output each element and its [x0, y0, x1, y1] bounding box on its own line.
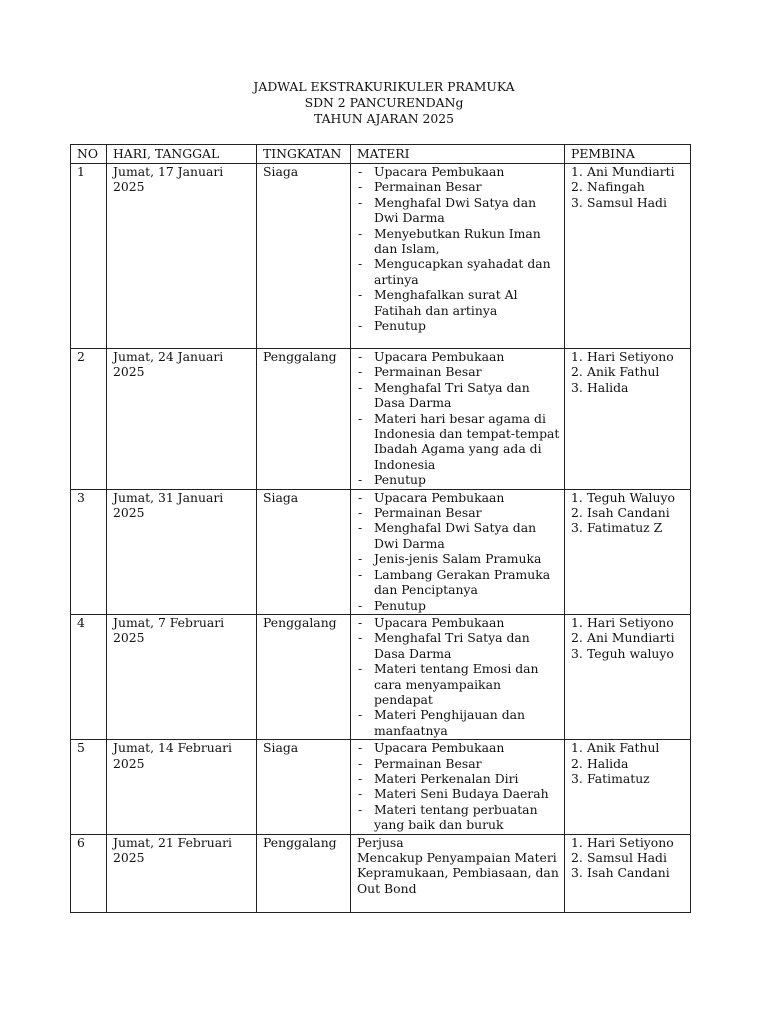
schedule-table — [70, 144, 691, 913]
coach-item: Hari Setiyono — [587, 614, 674, 630]
column-header-no: NO — [71, 145, 107, 164]
row-materials — [351, 349, 565, 490]
row-materials — [351, 614, 565, 739]
row-level: Siaga — [257, 489, 351, 614]
material-item: - Permainan Besar — [357, 505, 560, 520]
document-header — [0, 79, 768, 127]
row-coaches — [565, 349, 691, 490]
coach-item: Samsul Hadi — [587, 194, 667, 210]
material-item: - Menghafalkan surat Al Fatihah dan artinya — [357, 287, 560, 318]
material-text: Perjusa — [357, 834, 404, 850]
row-date: Jumat, 7 Februari 2025 — [107, 614, 257, 739]
row-number: 5 — [71, 740, 107, 834]
column-header-date: HARI, TANGGAL — [107, 145, 257, 164]
material-item: - Upacara Pembukaan — [357, 349, 560, 364]
row-coaches — [565, 489, 691, 614]
row-coaches — [565, 164, 691, 349]
row-materials — [351, 834, 565, 912]
material-item: - Menghafal Dwi Satya dan Dwi Darma — [357, 520, 560, 551]
table-row — [71, 349, 691, 490]
row-materials — [351, 740, 565, 834]
material-item: - Jenis-jenis Salam Pramuka — [357, 551, 560, 566]
row-materials — [351, 489, 565, 614]
row-level: Penggalang — [257, 614, 351, 739]
row-date: Jumat, 17 Januari 2025 — [107, 164, 257, 349]
material-text: Mencakup Penyampaian Materi Kepramukaan, Pembiasaan, dan Out Bond — [357, 850, 559, 896]
material-item: - Penutup — [357, 598, 560, 613]
coach-item: Nafingah — [587, 179, 645, 195]
row-number: 4 — [71, 614, 107, 739]
material-item: - Permainan Besar — [357, 179, 560, 194]
row-coaches — [565, 834, 691, 912]
table-row — [71, 834, 691, 912]
coach-item: Isah Candani — [587, 505, 670, 521]
row-level: Siaga — [257, 164, 351, 349]
column-header-material: MATERI — [351, 145, 565, 164]
material-item: - Materi Perkenalan Diri — [357, 771, 560, 786]
row-number: 1 — [71, 164, 107, 349]
coach-item: Samsul Hadi — [587, 850, 667, 865]
row-date: Jumat, 24 Januari 2025 — [107, 349, 257, 490]
row-date: Jumat, 21 Februari 2025 — [107, 834, 257, 912]
coach-item: Halida — [587, 755, 629, 771]
row-date: Jumat, 31 Januari 2025 — [107, 489, 257, 614]
table-row — [71, 489, 691, 614]
coach-item: Ani Mundiarti — [587, 630, 675, 646]
coach-item: Ani Mundiarti — [587, 164, 675, 179]
row-materials — [351, 164, 565, 349]
material-item: - Permainan Besar — [357, 364, 560, 379]
academic-year: TAHUN AJARAN 2025 — [313, 111, 455, 126]
row-coaches — [565, 614, 691, 739]
material-item: - Materi tentang perbuatan yang baik dan buruk — [357, 802, 560, 833]
row-level: Penggalang — [257, 349, 351, 490]
coach-item: Hari Setiyono — [587, 834, 674, 850]
material-item: - Menghafal Tri Satya dan Dasa Darma — [357, 630, 560, 661]
material-item: - Materi Seni Budaya Daerah — [357, 786, 560, 801]
coach-item: Teguh Waluyo — [587, 489, 675, 505]
row-number: 6 — [71, 834, 107, 912]
material-item: - Materi hari besar agama di Indonesia dan tempat-tempat Ibadah Agama yang ada di Indonesia — [357, 411, 560, 473]
document-title: JADWAL EKSTRAKURIKULER PRAMUKA — [253, 79, 515, 94]
material-item: - Menyebutkan Rukun Iman dan Islam, — [357, 226, 560, 257]
material-item: - Menghafal Dwi Satya dan Dwi Darma — [357, 195, 560, 226]
material-item: - Materi Penghijauan dan manfaatnya — [357, 707, 560, 738]
material-item: - Lambang Gerakan Pramuka dan Penciptanya — [357, 567, 560, 598]
material-item: - Upacara Pembukaan — [357, 490, 560, 505]
coach-item: Fatimatuz — [587, 770, 650, 786]
coach-item: Anik Fathul — [587, 364, 660, 380]
coach-item: Isah Candani — [587, 865, 670, 881]
material-item: - Upacara Pembukaan — [357, 164, 560, 179]
coach-item: Halida — [587, 379, 629, 395]
row-number: 3 — [71, 489, 107, 614]
coach-item: Teguh waluyo — [587, 645, 674, 661]
material-item: - Menghafal Tri Satya dan Dasa Darma — [357, 380, 560, 411]
column-header-coach: PEMBINA — [565, 145, 691, 164]
table-row — [71, 614, 691, 739]
coach-item: Fatimatuz Z — [587, 520, 663, 536]
material-item: - Upacara Pembukaan — [357, 615, 560, 630]
material-item: - Penutup — [357, 318, 560, 333]
coach-item: Hari Setiyono — [587, 349, 674, 364]
row-number: 2 — [71, 349, 107, 490]
material-item: - Upacara Pembukaan — [357, 740, 560, 755]
material-item: - Permainan Besar — [357, 756, 560, 771]
coach-item: Anik Fathul — [587, 740, 660, 756]
column-header-level: TINGKATAN — [257, 145, 351, 164]
table-row — [71, 164, 691, 349]
material-item: - Materi tentang Emosi dan cara menyampaikan pendapat — [357, 661, 560, 707]
table-header-row — [71, 145, 691, 164]
material-item: - Penutup — [357, 472, 560, 487]
table-row — [71, 740, 691, 834]
row-level: Siaga — [257, 740, 351, 834]
school-name: SDN 2 PANCURENDANg — [304, 95, 464, 110]
row-coaches — [565, 740, 691, 834]
row-level: Penggalang — [257, 834, 351, 912]
row-date: Jumat, 14 Februari 2025 — [107, 740, 257, 834]
material-item: - Mengucapkan syahadat dan artinya — [357, 256, 560, 287]
